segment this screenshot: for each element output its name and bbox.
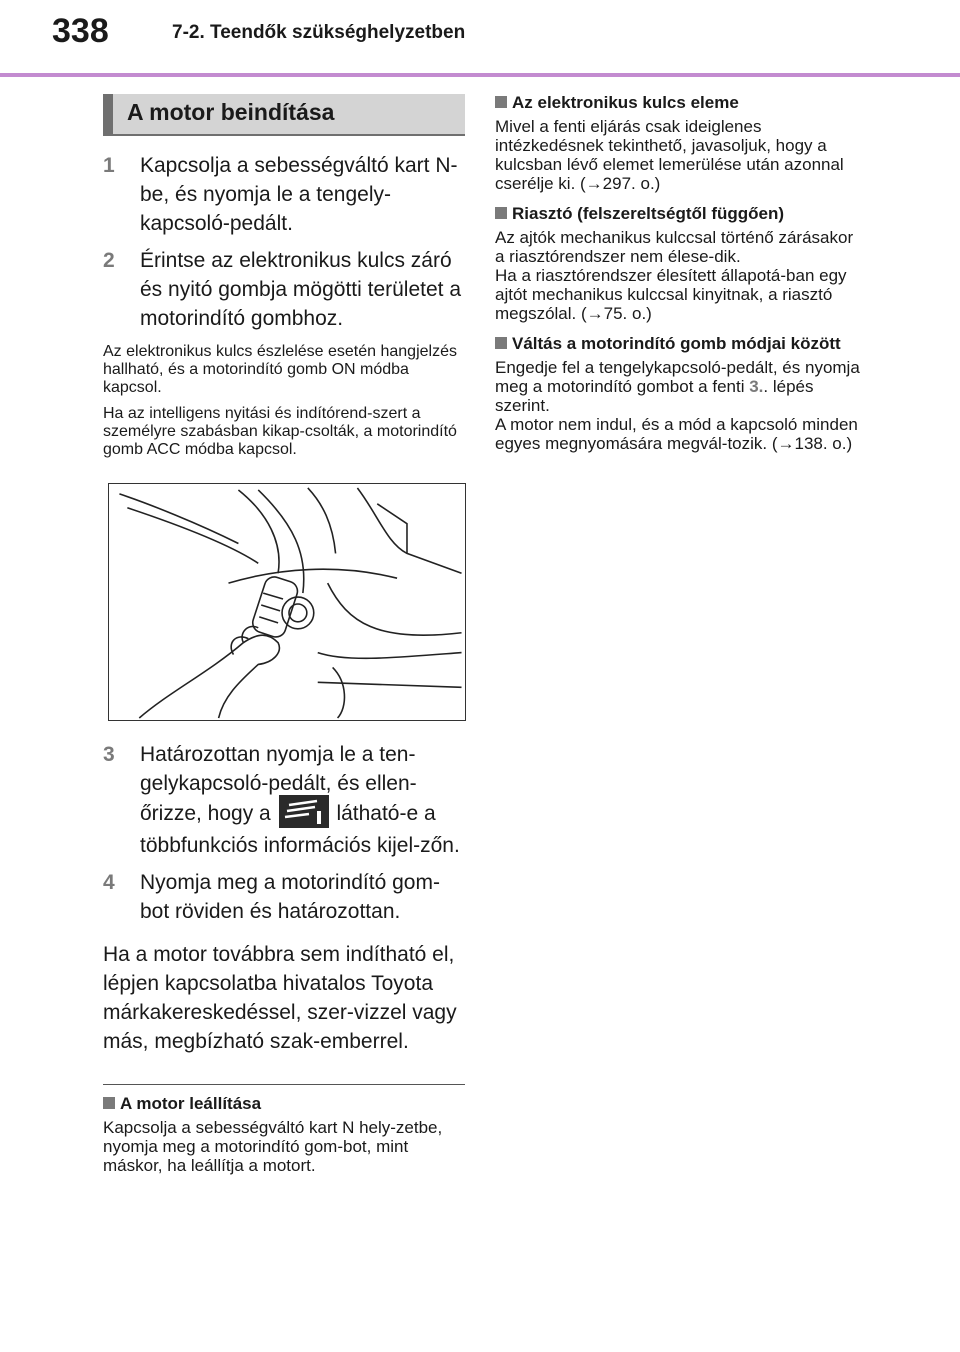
contact-dealer-paragraph: Ha a motor továbbra sem indítható el, lépjen kapcsolatba hivatalos Toyota márkakereskedéssel, szer-vizzel vagy más, megbízható szak-emberrel.: [103, 943, 457, 1053]
alarm-heading: Riasztó (felszereltségtől függően): [495, 203, 860, 224]
mode-switch-text-1: Engedje fel a tengelykapcsoló-pedált, és nyomja meg a motorindító gombot a fenti 3.. lépés szerint.: [495, 358, 860, 415]
bullet-square-icon: [495, 337, 507, 349]
step-2: [103, 246, 465, 333]
bullet-square-icon: [103, 1097, 115, 1109]
note-acc-mode: Ha az intelligens nyitási és indítórend-szert a személyre szabásban kikap-csolták, a motorindító gomb ACC módba kapcsol.: [103, 405, 457, 458]
step-1: [103, 151, 465, 238]
step-number: 2: [103, 249, 115, 272]
clutch-pedal-indicator-icon: [279, 795, 329, 828]
stop-engine-text: Kapcsolja a sebességváltó kart N hely-zetbe, nyomja meg a motorindító gom-bot, mint máskor, ha leállítja a motort.: [103, 1118, 443, 1175]
step-3: [103, 740, 465, 860]
bullet-square-icon: [495, 207, 507, 219]
step-text: Kapcsolja a sebességváltó kart N-be, és nyomja le a tengely-kapcsoló-pedált.: [140, 154, 458, 235]
step-4: [103, 868, 465, 926]
key-battery-heading: Az elektronikus kulcs eleme: [495, 92, 860, 113]
section-divider: [103, 1084, 465, 1085]
step-number: 1: [103, 154, 115, 177]
step-reference: 3.: [749, 377, 764, 396]
stop-engine-heading: A motor leállítása: [103, 1093, 465, 1114]
key-battery-text: Mivel a fenti eljárás csak ideiglenes intézkedésnek tekinthető, javasoljuk, hogy a kulcsban lévő elemet lemerülése után azonnal cserélje ki. (→297. o.): [495, 117, 844, 193]
page-number: 338: [52, 12, 109, 50]
page-header: [0, 0, 960, 80]
step-text: Érintse az elektronikus kulcs záró és nyitó gombja mögötti területet a motorindító gombhoz.: [140, 249, 462, 330]
step-number: 3: [103, 743, 115, 766]
step-number: 4: [103, 871, 115, 894]
chapter-title: 7-2. Teendők szükséghelyzetben: [172, 22, 466, 43]
mode-switch-heading: Váltás a motorindító gomb módjai között: [495, 333, 860, 354]
alarm-text-1: Az ajtók mechanikus kulccsal történő zárásakor a riasztórendszer nem élese-dik.: [495, 228, 854, 266]
left-column: [103, 94, 465, 1175]
section-title: A motor beindítása: [127, 99, 335, 125]
bullet-square-icon: [495, 96, 507, 108]
step-text: Határozottan nyomja le a ten-gelykapcsoló-pedált, és ellen-őrizze, hogy a: [140, 743, 417, 826]
alarm-text-2: Ha a riasztórendszer élesített állapotá-ban egy ajtót mechanikus kulccsal kinyitnak, a riasztó megszólal. (→75. o.): [495, 266, 847, 323]
header-divider: [0, 73, 960, 77]
step-text: Nyomja meg a motorindító gom-bot röviden és határozottan.: [140, 871, 440, 923]
mode-switch-text-2: A motor nem indul, és a mód a kapcsoló minden egyes megnyomására megvál-tozik. (→138. o.): [495, 415, 858, 453]
key-to-start-button-illustration: [108, 483, 466, 721]
note-key-detected: Az elektronikus kulcs észlelése esetén hangjelzés hallható, és a motorindító gomb ON módba kapcsol.: [103, 343, 457, 396]
step-text-continued: látható-e a többfunkciós információs kijel-zőn.: [140, 802, 460, 857]
section-heading-box: [103, 94, 465, 136]
right-column: [495, 92, 860, 453]
